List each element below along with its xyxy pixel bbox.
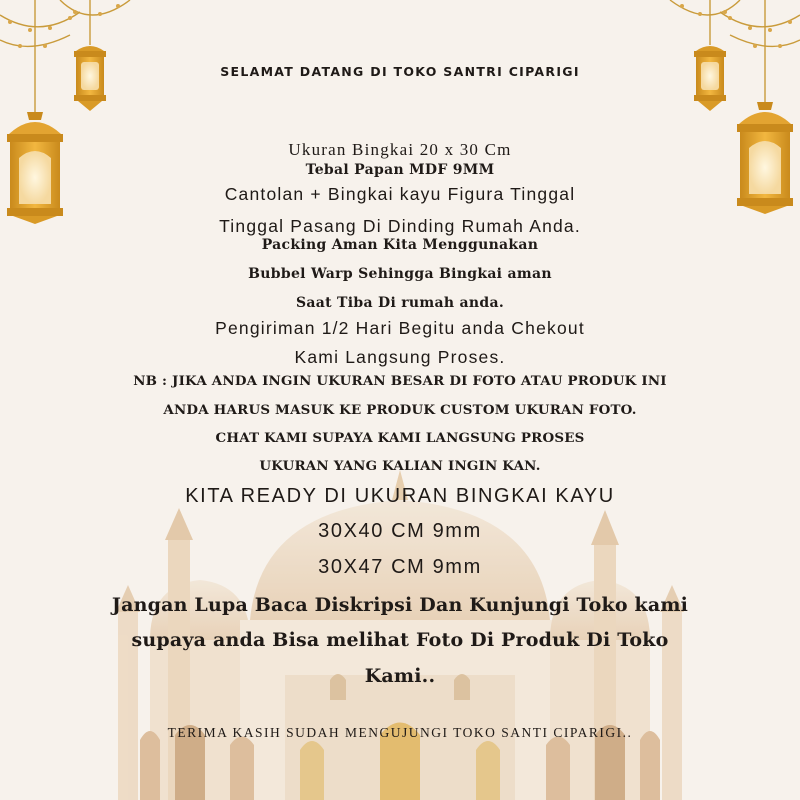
hanger-text-line1: Cantolan + Bingkai kayu Figura Tinggal [224,184,576,204]
lantern-icon [694,46,726,111]
left-string-garland [0,0,130,112]
ready-size-item: 30X40 CM 9mm [318,520,482,542]
board-thickness-text: Tebal Papan MDF 9MM [305,162,495,178]
packing-text-line2: Bubbel Warp Sehingga Bingkai aman [248,266,552,282]
reminder-line2: supaya anda Bisa melihat Foto Di Produk Di Toko [131,629,669,651]
note-line2: ANDA HARUS MASUK KE PRODUK CUSTOM UKURAN FOTO. [163,402,637,418]
shipping-text-line2: Kami Langsung Proses. [294,347,506,367]
thank-you-footer: TERIMA KASIH SUDAH MENGUJUNGI TOKO SANTI CIPARIGI.. [167,725,633,740]
ready-sizes-title: KITA READY DI UKURAN BINGKAI KAYU [185,485,615,507]
note-line4: UKURAN YANG KALIAN INGIN KAN. [259,458,541,474]
lantern-icon [74,46,106,111]
ready-size-item: 30X47 CM 9mm [318,556,482,578]
right-string-garland [670,0,800,102]
note-line3: CHAT KAMI SUPAYA KAMI LANGSUNG PROSES [215,430,585,446]
frame-size-text: Ukuran Bingkai 20 x 30 Cm [288,140,512,159]
welcome-heading: SELAMAT DATANG DI TOKO SANTRI CIPARIGI [220,64,580,79]
packing-text-line3: Saat Tiba Di rumah anda. [295,295,505,311]
shipping-text-line1: Pengiriman 1/2 Hari Begitu anda Chekout [215,318,585,338]
reminder-line1: Jangan Lupa Baca Diskripsi Dan Kunjungi Toko kami [111,594,689,616]
hanger-text-line2: Tinggal Pasang Di Dinding Rumah Anda. [219,216,581,236]
note-line1: NB : JIKA ANDA INGIN UKURAN BESAR DI FOTO ATAU PRODUK INI [133,373,667,389]
reminder-line3: Kami.. [364,665,436,687]
packing-text-line1: Packing Aman Kita Menggunakan [261,237,539,253]
